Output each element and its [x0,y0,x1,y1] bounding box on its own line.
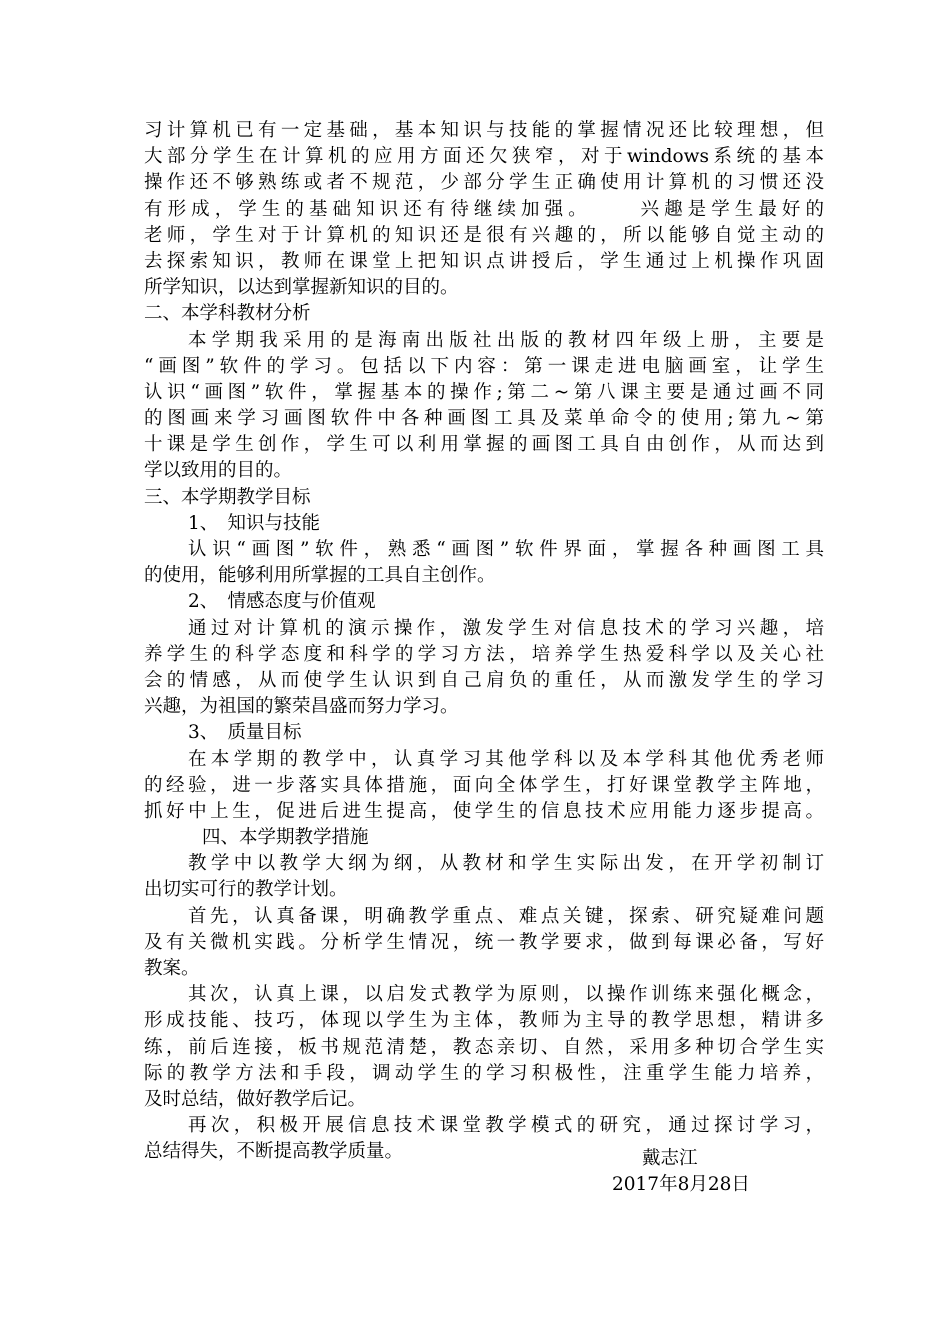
text-line: “画图”软件的学习。包括以下内容：第一课走进电脑画室，让学生 [144,355,824,377]
text-line: 的图画来学习画图软件中各种画图工具及菜单命令的使用;第九~第 [144,408,824,430]
text-line: 学以致用的目的。 [144,460,293,482]
text-line: 及有关微机实践。分析学生情况，统一教学要求，做到每课必备，写好 [144,931,824,953]
text-line: 总结得失，不断提高教学质量。 [144,1141,404,1163]
text-line: 本学期我采用的是海南出版社出版的教材四年级上册，主要是 [188,329,824,351]
text-line: 会的情感，从而使学生认识到自己肩负的重任，从而激发学生的学习 [144,669,824,691]
text-line: 首先，认真备课，明确教学重点、难点关键，探索、研究疑难问题 [188,905,824,927]
text-line: 老师，学生对于计算机的知识还是很有兴趣的，所以能够自觉主动的 [144,224,824,246]
text-line: 四、本学期教学措施 [202,827,369,849]
text-line: 及时总结，做好教学后记。 [144,1088,367,1110]
signature-name: 戴志江 [642,1148,698,1169]
text-line: 抓好中上生，促进后进生提高，使学生的信息技术应用能力逐步提高。 [144,800,824,822]
text-line: 际的教学方法和手段，调动学生的学习积极性，注重学生能力培养， [144,1062,824,1084]
text-line: 养学生的科学态度和科学的学习方法，培养学生热爱科学以及关心社 [144,643,824,665]
text-line: 教学中以教学大纲为纲，从教材和学生实际出发，在开学初制订 [188,853,824,875]
text-line: 大部分学生在计算机的应用方面还欠狭窄，对于windows系统的基本 [144,146,824,168]
text-line: 的经验，进一步落实具体措施，面向全体学生，打好课堂教学主阵地， [144,774,824,796]
text-line: 1、 知识与技能 [188,512,321,534]
text-line: 形成技能、技巧，体现以学生为主体，教师为主导的教学思想，精讲多 [144,1010,824,1032]
text-line: 通过对计算机的演示操作，激发学生对信息技术的学习兴趣，培 [188,617,824,639]
text-line: 所学知识，以达到掌握新知识的目的。 [144,277,459,299]
text-line: 练，前后连接，板书规范清楚，教态亲切、自然，采用多种切合学生实 [144,1036,824,1058]
text-line: 操作还不够熟练或者不规范，少部分学生正确使用计算机的习惯还没 [144,172,824,194]
text-line: 的使用，能够利用所掌握的工具自主创作。 [144,565,496,587]
text-line: 去探索知识，教师在课堂上把知识点讲授后，学生通过上机操作巩固 [144,250,824,272]
text-line: 二、本学科教材分析 [144,303,311,325]
text-line: 有形成，学生的基础知识还有待继续加强。 兴趣是学生最好的 [144,198,824,220]
text-line: 再次，积极开展信息技术课堂教学模式的研究，通过探讨学习， [188,1115,824,1137]
text-line: 习计算机已有一定基础，基本知识与技能的掌握情况还比较理想，但 [144,120,824,141]
document-body [144,118,824,1166]
text-line: 3、 质量目标 [188,722,302,744]
text-line: 出切实可行的教学计划。 [144,879,348,901]
text-line: 教案。 [144,958,200,979]
signature-date: 2017年8月28日 [612,1174,750,1195]
text-line: 在本学期的教学中，认真学习其他学科以及本学科其他优秀老师 [188,748,824,770]
text-line: 三、本学期教学目标 [144,486,311,508]
text-line: 认识“画图”软件，熟悉“画图”软件界面，掌握各种画图工具 [188,539,824,560]
text-line: 兴趣，为祖国的繁荣昌盛而努力学习。 [144,696,459,718]
text-line: 2、 情感态度与价值观 [188,591,376,613]
text-line: 认识“画图”软件，掌握基本的操作;第二~第八课主要是通过画不同 [144,381,824,403]
text-line: 十课是学生创作，学生可以利用掌握的画图工具自由创作，从而达到 [144,434,824,456]
text-line: 其次，认真上课，以启发式教学为原则，以操作训练来强化概念， [188,984,824,1006]
